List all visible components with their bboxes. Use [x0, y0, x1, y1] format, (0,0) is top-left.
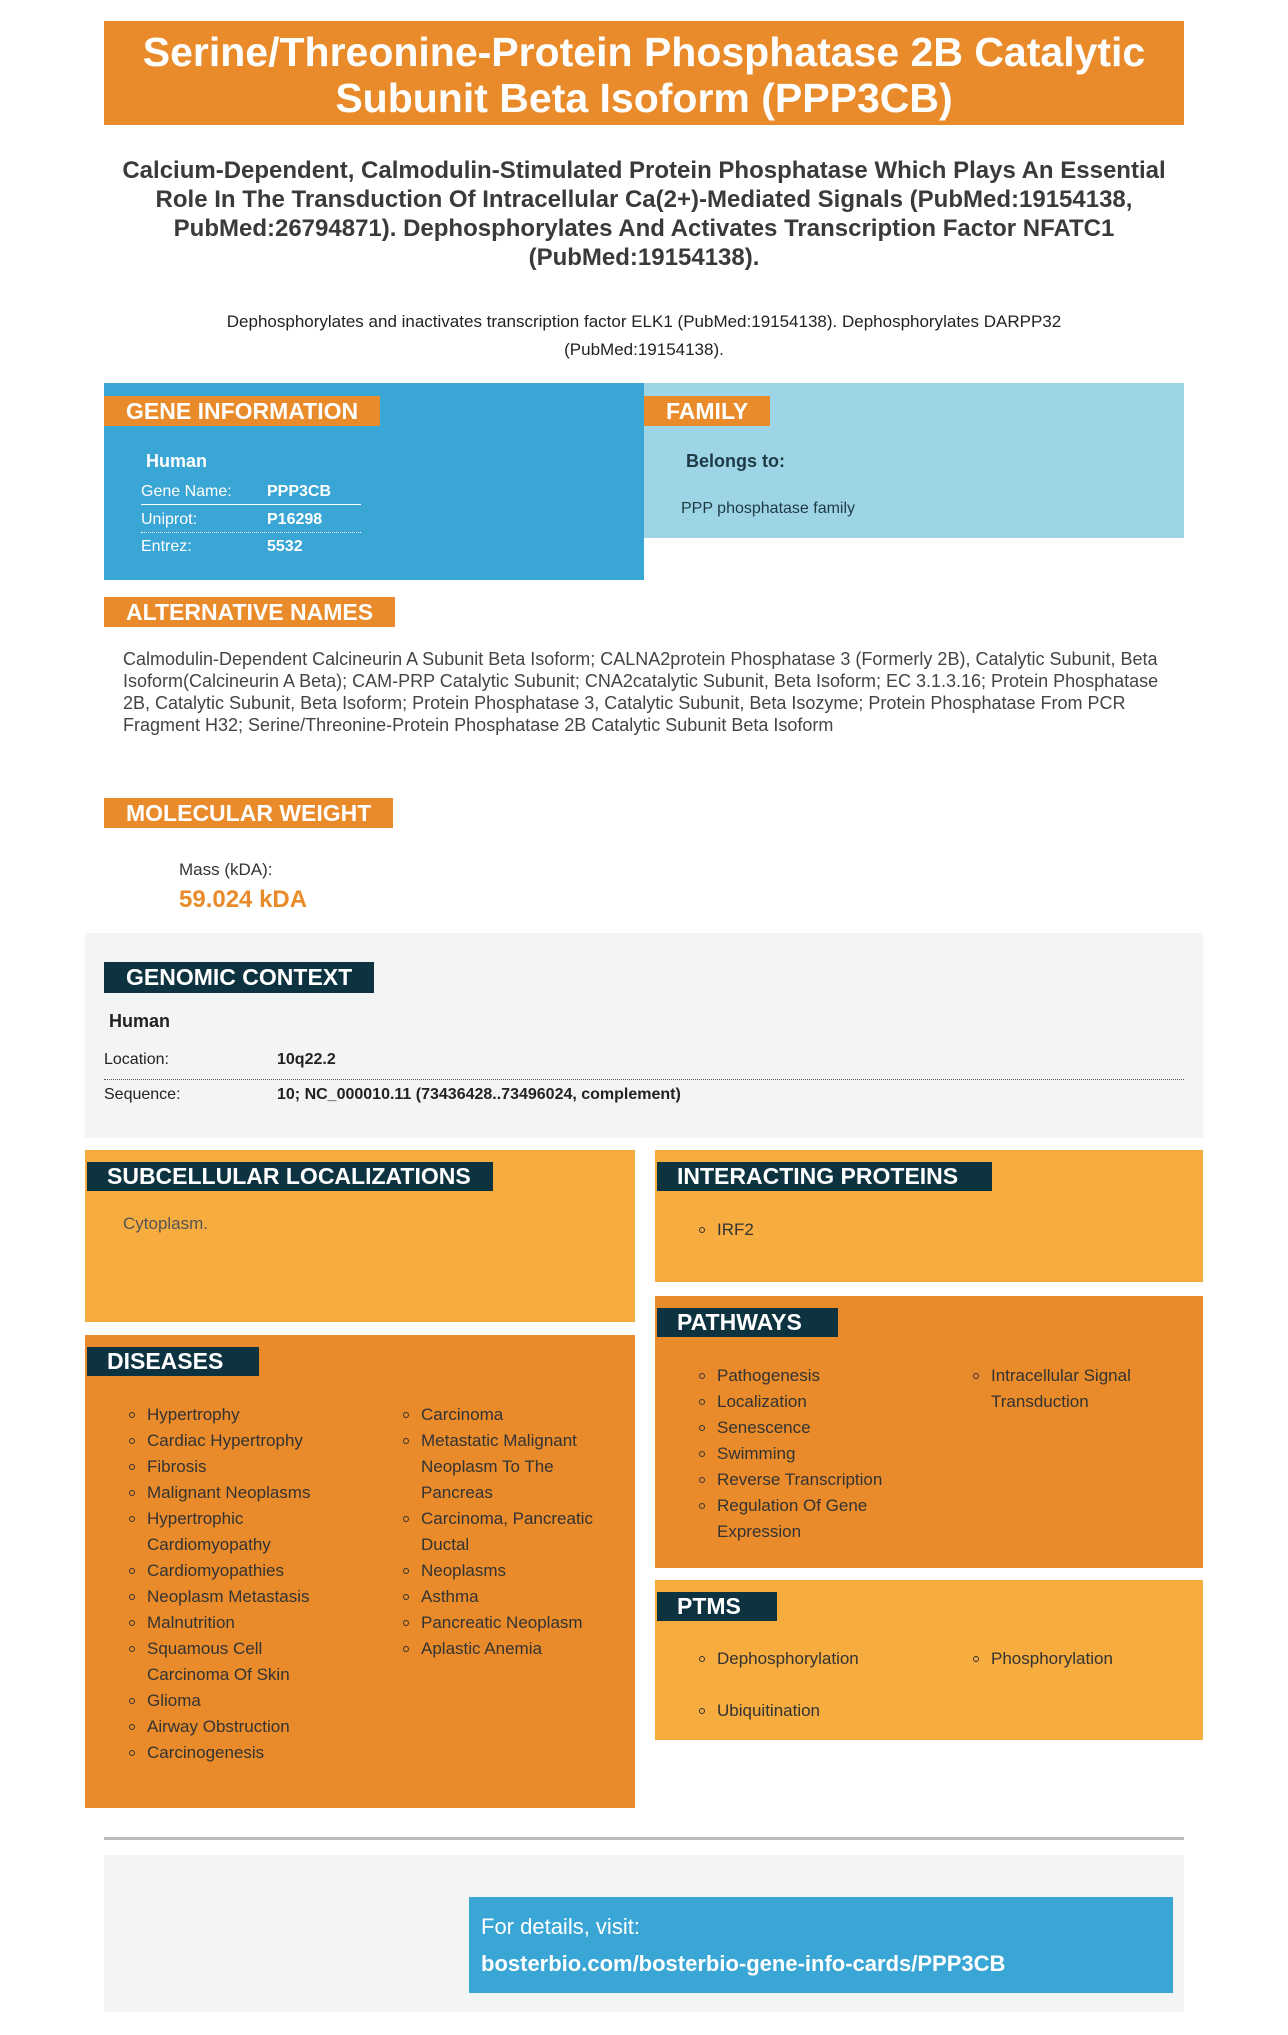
- list-item: Cardiac Hypertrophy: [127, 1428, 347, 1454]
- list-item: Carcinoma, Pancreatic Ductal: [401, 1506, 621, 1558]
- gene-information-heading: GENE INFORMATION: [104, 396, 380, 426]
- list-item: Hypertrophy: [127, 1402, 347, 1428]
- page-title: [104, 21, 1184, 125]
- ptms-heading: PTMS: [657, 1592, 777, 1621]
- subcellular-heading: SUBCELLULAR LOCALIZATIONS: [87, 1162, 493, 1191]
- gene-information-panel: [104, 383, 644, 580]
- list-item: Airway Obstruction: [127, 1714, 347, 1740]
- list-item: Carcinoma: [401, 1402, 621, 1428]
- interacting-proteins-list: [697, 1217, 754, 1243]
- molecular-weight-heading: MOLECULAR WEIGHT: [104, 798, 393, 828]
- list-item: Metastatic Malignant Neoplasm To The Pancreas: [401, 1428, 621, 1506]
- list-item: IRF2: [697, 1217, 754, 1243]
- list-item: Asthma: [401, 1584, 621, 1610]
- pathways-panel: [655, 1296, 1203, 1568]
- genomic-species: Human: [109, 1011, 171, 1031]
- family-panel: [644, 383, 1184, 538]
- footer-divider: [104, 1837, 1184, 1840]
- list-item: Squamous Cell Carcinoma Of Skin: [127, 1636, 347, 1688]
- pathways-list-col2: [971, 1363, 1171, 1415]
- uniprot-value: P16298: [267, 511, 323, 528]
- mass-label: Mass (kDA):: [179, 860, 273, 879]
- location-label: Location:: [104, 1051, 169, 1068]
- gene-name-value: PPP3CB: [267, 483, 332, 500]
- pathways-list-col1: [697, 1363, 927, 1545]
- diseases-heading: DISEASES: [87, 1347, 259, 1376]
- list-item: Aplastic Anemia: [401, 1636, 621, 1662]
- list-item: Pathogenesis: [697, 1363, 927, 1389]
- diseases-panel: [85, 1335, 635, 1808]
- entrez-value: 5532: [267, 538, 303, 555]
- list-item: Pancreatic Neoplasm: [401, 1610, 621, 1636]
- belongs-to-label: Belongs to:: [686, 451, 785, 471]
- gene-name-label: Gene Name:: [141, 483, 232, 500]
- list-item: Senescence: [697, 1415, 927, 1441]
- alternative-names-text: Calmodulin-Dependent Calcineurin A Subunit Beta Isoform; CALNA2protein Phosphatase 3 (Formerly 2B), Catalytic Subunit, Beta Isoform(Calcineurin A Beta); CAM-PRP Catalytic Subunit; CNA2catalytic Subunit, Beta Isoform; EC 3.1.3.16; Protein Phosphatase 2B, Catalytic Subunit, Beta Isoform; Protein Phosphatase 3, Catalytic Subunit, Beta Isozyme; Protein Phosphatase From PCR Fragment H32; Serine/Threonine-Protein Phosphatase 2B Catalytic Subunit Beta Isoform: [123, 649, 1159, 735]
- subcellular-text: Cytoplasm.: [123, 1214, 209, 1233]
- entrez-row: [141, 538, 361, 556]
- interacting-proteins-panel: [655, 1150, 1203, 1282]
- entrez-label: Entrez:: [141, 538, 192, 555]
- list-item: Neoplasm Metastasis: [127, 1584, 347, 1610]
- gene-name-row: [141, 483, 361, 505]
- sequence-label: Sequence:: [104, 1086, 181, 1103]
- list-item: Malnutrition: [127, 1610, 347, 1636]
- family-heading: FAMILY: [644, 396, 770, 426]
- list-item: Localization: [697, 1389, 927, 1415]
- interacting-proteins-heading: INTERACTING PROTEINS: [657, 1162, 992, 1191]
- page-title-text: Serine/Threonine-Protein Phosphatase 2B Catalytic Subunit Beta Isoform (PPP3CB): [142, 29, 1146, 121]
- list-item: Carcinogenesis: [127, 1740, 347, 1766]
- ptms-list-col1: [697, 1646, 927, 1724]
- uniprot-row: [141, 511, 361, 533]
- list-item: Ubiquitination: [697, 1698, 927, 1724]
- diseases-list-col2: [401, 1402, 621, 1662]
- list-item: Hypertrophic Cardiomyopathy: [127, 1506, 347, 1558]
- location-row: [104, 1051, 1184, 1080]
- protein-summary: Calcium-Dependent, Calmodulin-Stimulated Protein Phosphatase Which Plays An Essential Role In The Transduction Of Intracellular Ca(2+)-Mediated Signals (PubMed:19154138, PubMed:26794871). Dephosphorylates And Activates Transcription Factor NFATC1 (PubMed:19154138).: [122, 157, 1166, 271]
- location-value: 10q22.2: [277, 1051, 336, 1068]
- genomic-context-heading: GENOMIC CONTEXT: [104, 962, 374, 993]
- list-item: Intracellular Signal Transduction: [971, 1363, 1171, 1415]
- details-link-box[interactable]: [469, 1897, 1173, 1993]
- alternative-names-heading: ALTERNATIVE NAMES: [104, 597, 395, 627]
- details-url-link[interactable]: bosterbio.com/bosterbio-gene-info-cards/PPP3CB: [481, 1951, 1006, 1976]
- uniprot-label: Uniprot:: [141, 511, 198, 528]
- ptms-panel: [655, 1580, 1203, 1740]
- list-item: Phosphorylation: [971, 1646, 1171, 1672]
- list-item: Regulation Of Gene Expression: [697, 1493, 927, 1545]
- list-item: Swimming: [697, 1441, 927, 1467]
- list-item: Neoplasms: [401, 1558, 621, 1584]
- ptms-list-col2: [971, 1646, 1171, 1672]
- family-value: PPP phosphatase family: [681, 500, 856, 517]
- list-item: Cardiomyopathies: [127, 1558, 347, 1584]
- subcellular-panel: [85, 1150, 635, 1322]
- gene-species: Human: [146, 451, 208, 471]
- details-label: For details, visit:: [481, 1914, 640, 1939]
- sequence-value: 10; NC_000010.11 (73436428..73496024, complement): [277, 1086, 681, 1103]
- list-item: Fibrosis: [127, 1454, 347, 1480]
- list-item: Dephosphorylation: [697, 1646, 927, 1672]
- diseases-list-col1: [127, 1402, 347, 1766]
- pathways-heading: PATHWAYS: [657, 1308, 838, 1337]
- mass-value: 59.024 kDA: [179, 886, 308, 913]
- list-item: Glioma: [127, 1688, 347, 1714]
- list-item: Malignant Neoplasms: [127, 1480, 347, 1506]
- list-item: Reverse Transcription: [697, 1467, 927, 1493]
- protein-description: Dephosphorylates and inactivates transcription factor ELK1 (PubMed:19154138). Dephosphorylates DARPP32 (PubMed:19154138).: [226, 312, 1062, 359]
